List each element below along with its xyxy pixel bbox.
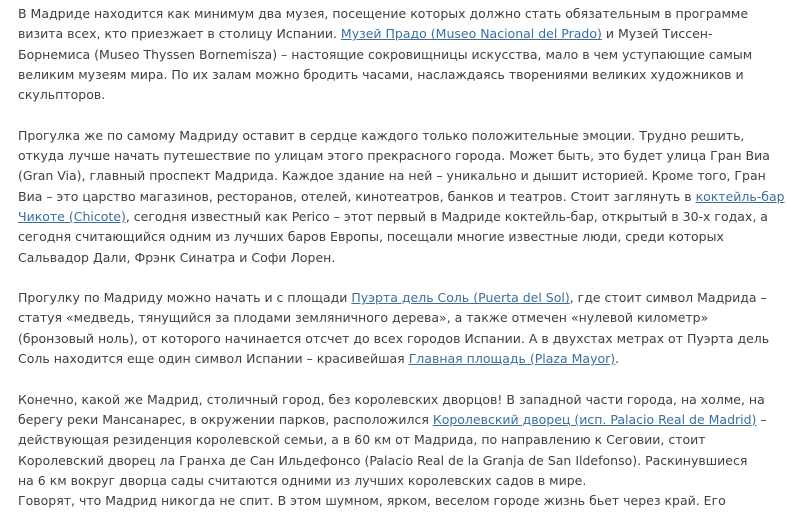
text-fragment: Прогулку по Мадриду можно начать и с площади: [18, 290, 352, 306]
text-fragment: –: [756, 411, 767, 427]
text-line: [18, 187, 785, 207]
text-line: на 6 км вокруг дворца сады считаются одними из лучших королевских садов в мире.: [18, 472, 587, 488]
text-line: Прогулка же по самому Мадриду оставит в сердце каждого только положительные эмоции. Трудно решить,: [18, 127, 745, 143]
text-line: [18, 207, 768, 227]
text-fragment: Соль находится еще один символ Испании – красивейшая: [18, 351, 409, 367]
text-line: статуя «медведь, тянущийся за плодами земляничного дерева», а также отмечен «нулевой километр»: [18, 310, 709, 326]
paragraph-museums: [18, 4, 753, 105]
text-fragment: Виа – это царство магазинов, ресторанов, отелей, кинотеатров, банков и театров. Стоит заглянуть в: [18, 188, 696, 204]
text-line: [18, 349, 718, 369]
text-line: (бронзовый ноль), от которого начинается отсчет до всех городов Испании. А в двухстах метрах от Пуэрта дель: [18, 330, 770, 346]
text-fragment: .: [615, 351, 620, 367]
paragraph-royal-palaces: [18, 390, 767, 512]
text-line: Сальвадор Дали, Фрэнк Синатра и Софи Лорен.: [18, 249, 336, 265]
link-puerta-del-sol[interactable]: Пуэрта дель Соль (Puerta del Sol): [351, 290, 570, 306]
text-line: действующая резиденция королевской семьи, а в 60 км от Мадрида, по направлению к Сеговии, стоит: [18, 432, 706, 448]
link-chicote-bar[interactable]: коктейль-бар: [695, 188, 785, 204]
text-line: В Мадриде находится как минимум два музея, посещение которых должно стать обязательным в программе: [18, 6, 749, 21]
text-fragment: визита всех, кто приезжает в столицу Испании.: [18, 26, 341, 42]
article-body: [18, 4, 785, 532]
link-royal-palace-madrid[interactable]: Королевский дворец (исп. Palacio Real de Madrid): [432, 411, 757, 427]
link-chicote-bar-continued[interactable]: Чикоте (Chicote): [18, 208, 126, 224]
text-line: скульпторов.: [18, 87, 106, 103]
paragraph-gran-via: [18, 126, 785, 268]
text-line: [18, 288, 767, 308]
text-line: сегодня считающийся одним из лучших баров Европы, посещали многие известные люди, среди которых: [18, 229, 724, 245]
text-line: великим музеям мира. По их залам можно бродить часами, наслаждаясь творениями великих художников и: [18, 66, 744, 82]
text-fragment: берегу реки Мансанарес, в окружении парков, расположился: [18, 411, 433, 427]
text-line: [18, 24, 718, 44]
text-fragment: , где стоит символ Мадрида –: [569, 290, 767, 306]
text-line: (Gran Via), главный проспект Мадрида. Каждое здание на ней – уникально и дышит историей. Кроме того, Гран: [18, 168, 766, 184]
text-line: [18, 410, 767, 430]
text-fragment: , сегодня известный как Perico – этот первый в Мадриде коктейль-бар, открытый в 30-х годах, а: [125, 208, 768, 224]
link-plaza-mayor[interactable]: Главная площадь (Plaza Mayor): [408, 351, 616, 367]
text-line: откуда лучше начать путешествие по улицам этого прекрасного города. Может быть, это будет улица Гран Виа: [18, 148, 770, 164]
text-line: Королевский дворец ла Гранха де Сан Ильдефонсо (Palacio Real de la Granja de San Ildefonso). Раскинувшиеся: [18, 452, 748, 468]
link-prado-museum[interactable]: Музей Прадо (Museo Nacional del Prado): [340, 26, 602, 42]
text-line: Говорят, что Мадрид никогда не спит. В этом шумном, ярком, веселом городе жизнь бьет через край. Его: [18, 493, 726, 509]
paragraph-puerta-del-sol: [18, 288, 770, 369]
text-line: Конечно, какой же Мадрид, столичный город, без королевских дворцов! В западной части города, на холме, на: [18, 391, 765, 407]
text-line: Борнемиса (Museo Thyssen Bornemisza) – настоящие сокровищницы искусства, мало в чем уступающие самым: [18, 46, 753, 62]
text-fragment: и Музей Тиссен-: [601, 26, 713, 42]
